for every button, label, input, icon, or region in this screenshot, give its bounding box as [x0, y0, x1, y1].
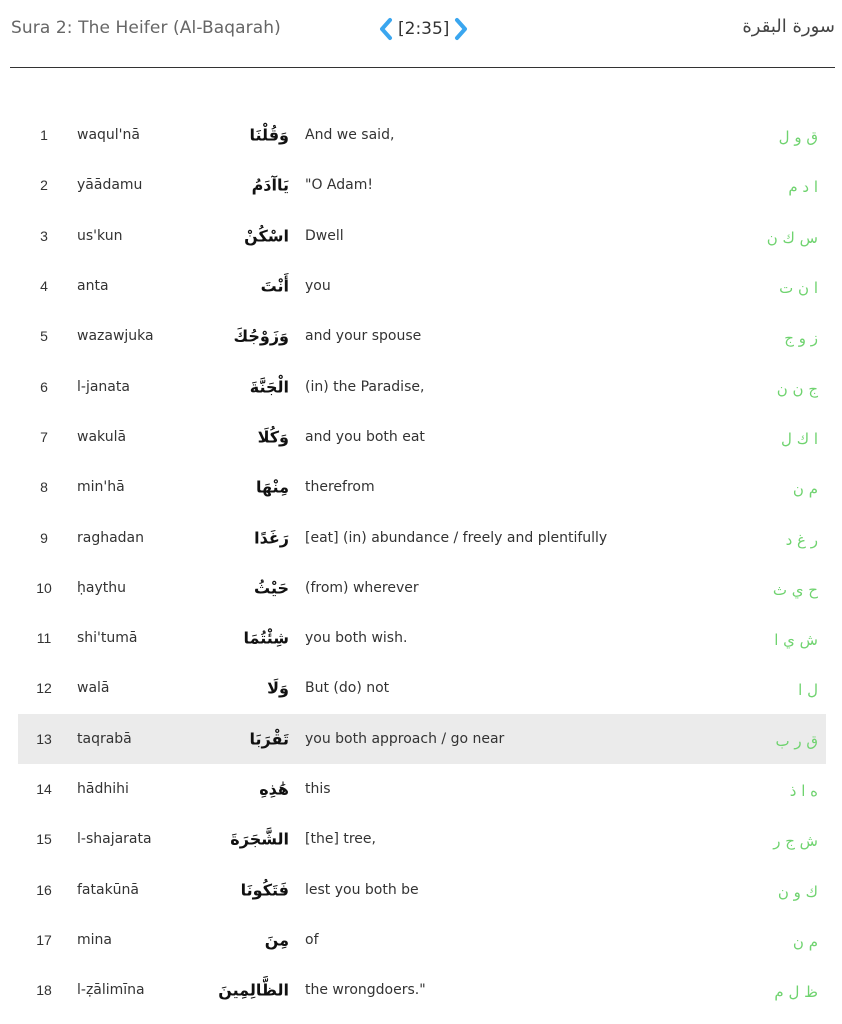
transliteration: wazawjuka — [77, 328, 154, 345]
word-number: 8 — [40, 479, 48, 496]
word-meaning: and your spouse — [305, 328, 422, 345]
table-row[interactable] — [18, 563, 826, 613]
table-row[interactable] — [18, 412, 826, 462]
word-meaning: Dwell — [305, 227, 344, 244]
chevron-left-icon[interactable] — [376, 16, 396, 42]
word-number: 6 — [40, 378, 48, 395]
word-meaning: of — [305, 931, 319, 948]
word-meaning: you both wish. — [305, 630, 408, 647]
transliteration: fatakūnā — [77, 881, 140, 898]
arabic-word: الشَّجَرَةَ — [230, 829, 289, 849]
word-number: 11 — [36, 630, 52, 647]
root-letters-link[interactable]: ا ن ت — [779, 278, 818, 297]
page-header — [10, 0, 835, 68]
word-meaning: the wrongdoers." — [305, 982, 426, 999]
arabic-word: يَاآدَمُ — [251, 175, 289, 195]
verse-reference: [2:35] — [398, 19, 450, 39]
word-number: 3 — [40, 227, 48, 244]
word-meaning: "O Adam! — [305, 177, 373, 194]
root-letters-link[interactable]: س ك ن — [766, 228, 818, 247]
word-number: 17 — [36, 931, 52, 948]
word-number: 14 — [36, 781, 52, 797]
word-number: 9 — [40, 529, 48, 546]
transliteration: waqul'nā — [77, 127, 140, 144]
word-meaning: you both approach / go near — [305, 730, 505, 747]
transliteration: l-ẓālimīna — [77, 982, 145, 999]
word-meaning: this — [305, 781, 331, 797]
table-row[interactable] — [18, 211, 826, 261]
root-letters-link[interactable]: ر غ د — [785, 530, 818, 549]
transliteration: shi'tumā — [77, 630, 138, 647]
transliteration: walā — [77, 680, 110, 697]
table-row[interactable] — [18, 915, 826, 965]
table-row[interactable] — [18, 361, 826, 411]
transliteration: us'kun — [77, 227, 123, 244]
transliteration: ḥaythu — [77, 579, 126, 596]
verse-navigation — [376, 14, 471, 44]
word-number: 2 — [40, 177, 48, 194]
arabic-word: فَتَكُونَا — [240, 880, 289, 900]
word-number: 12 — [36, 680, 52, 697]
root-letters-link[interactable]: ا ك ل — [781, 429, 818, 448]
root-letters-link[interactable]: ل ا — [798, 681, 818, 700]
arabic-word: مِنَ — [264, 930, 289, 950]
table-row[interactable] — [18, 764, 826, 814]
arabic-word: رَغَدًا — [254, 528, 289, 548]
word-meaning: [eat] (in) abundance / freely and plentifully — [305, 529, 608, 546]
transliteration: wakulā — [77, 428, 127, 445]
transliteration: hādhihi — [77, 781, 129, 797]
transliteration: l-janata — [77, 378, 130, 395]
arabic-word: شِئْتُمَا — [243, 628, 289, 648]
transliteration: raghadan — [77, 529, 145, 546]
root-letters-link[interactable]: ا د م — [788, 178, 818, 197]
sura-arabic-title: سورة البقرة — [742, 16, 835, 37]
word-meaning: and you both eat — [305, 428, 425, 445]
word-number: 1 — [40, 127, 48, 144]
word-number: 15 — [36, 831, 52, 848]
arabic-word: الظَّالِمِينَ — [218, 980, 289, 1000]
word-meaning: you — [305, 278, 331, 295]
arabic-word: مِنْهَا — [255, 477, 289, 497]
root-letters-link[interactable]: ه ا ذ — [789, 781, 818, 800]
transliteration: min'hā — [77, 479, 125, 496]
word-number: 5 — [40, 328, 48, 345]
root-letters-link[interactable]: ح ي ث — [772, 580, 818, 599]
table-row[interactable] — [18, 160, 826, 210]
table-row[interactable] — [18, 462, 826, 512]
word-number: 18 — [36, 982, 52, 999]
table-row[interactable] — [18, 261, 826, 311]
root-letters-link[interactable]: م ن — [792, 480, 818, 499]
word-meaning: [the] tree, — [305, 831, 376, 848]
word-meaning: (from) wherever — [305, 579, 419, 596]
table-row[interactable] — [18, 613, 826, 663]
root-letters-link[interactable]: ق ر ب — [775, 731, 818, 750]
word-meaning: (in) the Paradise, — [305, 378, 425, 395]
arabic-word: وَلَا — [267, 678, 289, 698]
arabic-word: اسْكُنْ — [244, 226, 289, 246]
table-row[interactable] — [18, 110, 826, 160]
word-number: 16 — [36, 881, 52, 898]
arabic-word: أَنْتَ — [260, 276, 289, 296]
table-row[interactable] — [18, 814, 826, 864]
table-row[interactable] — [18, 714, 826, 764]
root-letters-link[interactable]: ز و ج — [784, 329, 818, 348]
arabic-word: وَكُلَا — [257, 427, 289, 447]
word-meaning: And we said, — [305, 127, 395, 144]
root-letters-link[interactable]: ق و ل — [778, 127, 818, 146]
word-meaning: lest you both be — [305, 881, 419, 898]
transliteration: anta — [77, 278, 109, 295]
transliteration: taqrabā — [77, 730, 132, 747]
arabic-word: هَٰذِهِ — [259, 779, 289, 799]
arabic-word: وَزَوْجُكَ — [233, 326, 289, 346]
arabic-word: تَقْرَبَا — [249, 729, 289, 749]
root-letters-link[interactable]: ك و ن — [777, 882, 818, 901]
transliteration: l-shajarata — [77, 831, 152, 848]
root-letters-link[interactable]: ظ ل م — [774, 982, 818, 1001]
table-row[interactable] — [18, 864, 826, 914]
transliteration: yāādamu — [77, 177, 143, 194]
word-number: 10 — [36, 579, 52, 596]
word-meaning: therefrom — [305, 479, 375, 496]
table-row[interactable] — [18, 663, 826, 713]
chevron-right-icon[interactable] — [451, 16, 471, 42]
table-row[interactable] — [18, 311, 826, 361]
table-row[interactable] — [18, 512, 826, 562]
word-number: 7 — [40, 428, 48, 445]
sura-title: Sura 2: The Heifer (Al-Baqarah) — [11, 18, 281, 38]
root-letters-link[interactable]: ش ج ر — [773, 832, 818, 851]
root-letters-link[interactable]: ج ن ن — [776, 379, 818, 398]
root-letters-link[interactable]: م ن — [792, 932, 818, 951]
arabic-word: حَيْثُ — [254, 578, 289, 598]
arabic-word: الْجَنَّةَ — [249, 377, 289, 397]
table-row[interactable] — [18, 965, 826, 1015]
word-by-word-table — [18, 110, 826, 1015]
transliteration: mina — [77, 931, 112, 948]
word-number: 4 — [40, 278, 48, 295]
root-letters-link[interactable]: ش ي ا — [774, 630, 818, 649]
word-number: 13 — [36, 730, 52, 747]
arabic-word: وَقُلْنَا — [249, 125, 289, 145]
word-meaning: But (do) not — [305, 680, 390, 697]
